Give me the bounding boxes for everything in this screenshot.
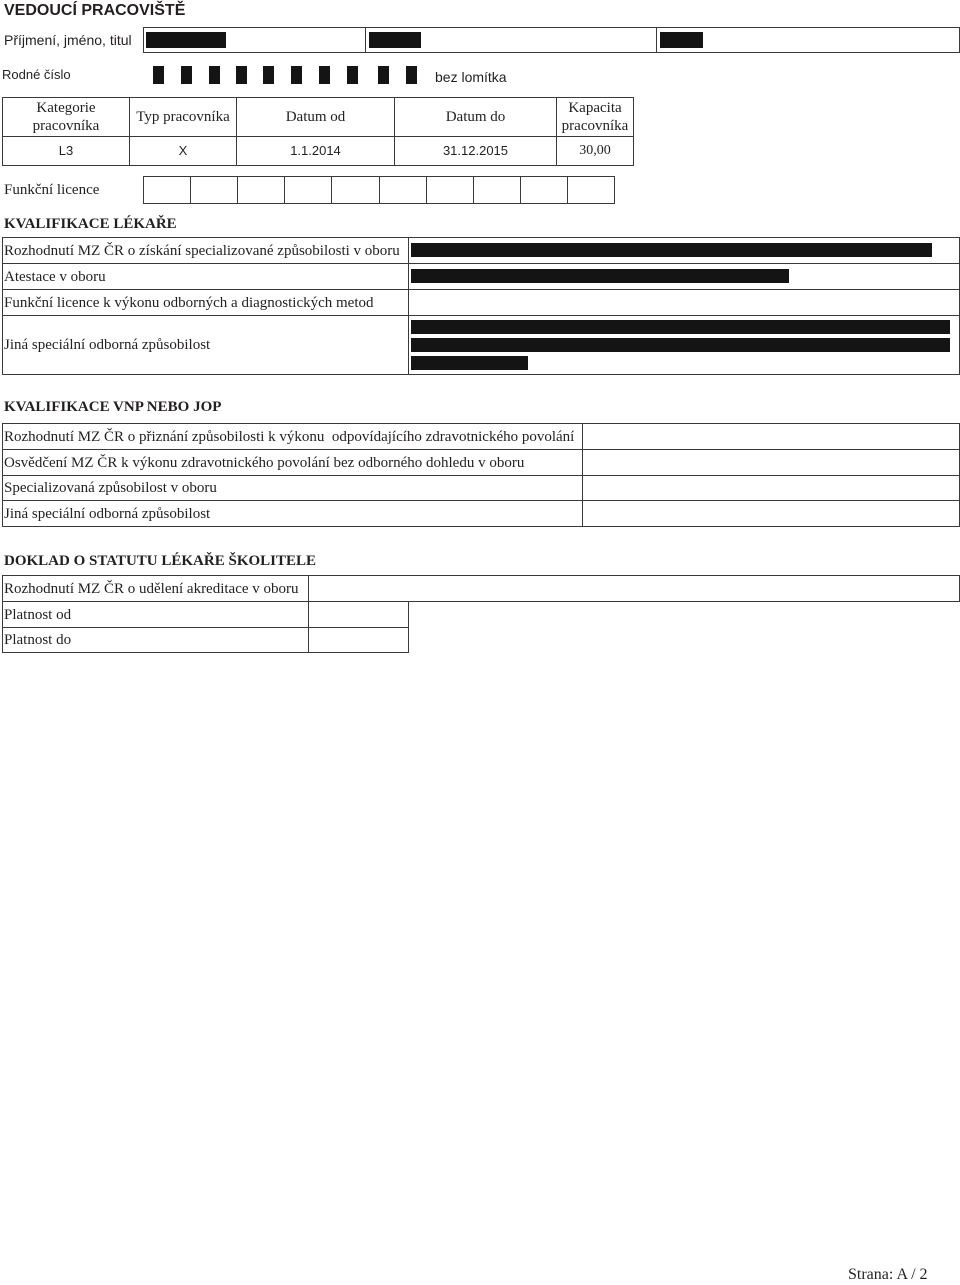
row-label: Rozhodnutí MZ ČR o získání specializované způsobilosti v oboru <box>4 242 400 259</box>
vnp-qualification-label <box>2 423 583 450</box>
birth-number-digit-box <box>181 66 192 84</box>
column-header: Kapacita pracovníka <box>561 100 629 134</box>
row-label: Jiná speciální odborná způsobilost <box>4 337 211 353</box>
birth-number-digit-box <box>378 66 389 84</box>
birth-number-note: bez lomítka <box>435 69 507 85</box>
row-label: Platnost do <box>4 632 72 648</box>
worker-table-header-category <box>2 97 130 137</box>
functional-license-box <box>379 176 427 204</box>
redacted-block <box>411 320 950 334</box>
birth-number-digit-box <box>319 66 330 84</box>
cell-value: 30,00 <box>579 143 611 158</box>
functional-license-box <box>567 176 615 204</box>
functional-license-box <box>331 176 380 204</box>
functional-license-box <box>143 176 191 204</box>
redacted-block <box>411 243 932 257</box>
row-label: Specializovaná způsobilost v oboru <box>4 480 217 496</box>
valid-from-label <box>2 601 309 628</box>
redacted-block <box>660 32 703 48</box>
worker-table-header-date-from <box>236 97 395 137</box>
row-label: Funkční licence k výkonu odborných a diagnostických metod <box>4 294 374 311</box>
column-header: Datum do <box>445 109 506 125</box>
row-label: Rozhodnutí MZ ČR o udělení akreditace v oboru <box>4 580 299 597</box>
birth-number-label: Rodné číslo <box>2 67 71 82</box>
cell-value: X <box>178 143 188 158</box>
physician-qualification-label <box>2 263 409 290</box>
page-number: Strana: A / 2 <box>848 1266 928 1283</box>
column-header: Kategorie pracovníka <box>32 100 100 134</box>
accreditation-value <box>308 575 960 602</box>
column-header: Typ pracovníka <box>136 109 230 125</box>
birth-number-digit-box <box>347 66 358 84</box>
section-title-physician-qualification: KVALIFIKACE LÉKAŘE <box>4 216 177 232</box>
functional-license-box <box>284 176 332 204</box>
worker-table-cell-date-from <box>236 136 395 166</box>
physician-qualification-label <box>2 289 409 316</box>
column-header: Datum od <box>285 109 346 125</box>
worker-table-header-date-to <box>394 97 557 137</box>
functional-license-box <box>190 176 238 204</box>
row-label: Jiná speciální odborná způsobilost <box>4 505 211 522</box>
section-title-trainer-status: DOKLAD O STATUTU LÉKAŘE ŠKOLITELE <box>4 553 317 569</box>
redacted-block <box>369 32 421 48</box>
vnp-qualification-value <box>582 449 960 476</box>
row-label: Osvědčení MZ ČR k výkonu zdravotnického povolání bez odborného dohledu v oboru <box>4 454 525 471</box>
vnp-qualification-value <box>582 423 960 450</box>
row-label: Atestace v oboru <box>4 268 106 285</box>
vnp-qualification-label <box>2 500 583 527</box>
cell-value: L3 <box>58 143 74 158</box>
physician-qualification-value <box>408 289 960 316</box>
physician-qualification-label <box>2 237 409 264</box>
functional-license-box <box>520 176 568 204</box>
redacted-block <box>411 356 528 370</box>
worker-table-header-capacity <box>556 97 634 137</box>
vnp-qualification-label <box>2 475 583 501</box>
birth-number-digit-box <box>236 66 247 84</box>
worker-table-cell-type <box>129 136 237 166</box>
birth-number-digit-box <box>406 66 417 84</box>
valid-to-label <box>2 627 309 653</box>
name-label: Příjmení, jméno, titul <box>4 32 132 48</box>
birth-number-digit-box <box>209 66 220 84</box>
functional-license-box <box>473 176 521 204</box>
birth-number-digit-box <box>263 66 274 84</box>
birth-number-digit-box <box>291 66 302 84</box>
redacted-block <box>411 338 950 352</box>
worker-table-cell-date-to <box>394 136 557 166</box>
valid-from-value <box>308 601 409 628</box>
vnp-qualification-label <box>2 449 583 476</box>
cell-value: 1.1.2014 <box>290 143 341 158</box>
worker-table-header-type <box>129 97 237 137</box>
vnp-qualification-value <box>582 475 960 501</box>
worker-table-cell-category <box>2 136 130 166</box>
functional-license-label: Funkční licence <box>4 182 100 198</box>
redacted-block <box>411 269 789 283</box>
redacted-block <box>146 32 226 48</box>
accreditation-label <box>2 575 309 602</box>
cell-value: 31.12.2015 <box>442 143 509 158</box>
row-label: Rozhodnutí MZ ČR o přiznání způsobilosti k výkonu odpovídajícího zdravotnického povolání <box>4 428 575 445</box>
physician-qualification-label <box>2 315 409 375</box>
section-title-head-workplace: VEDOUCÍ PRACOVIŠTĚ <box>4 2 186 19</box>
birth-number-digit-box <box>153 66 164 84</box>
functional-license-box <box>426 176 474 204</box>
row-label: Platnost od <box>4 606 72 623</box>
functional-license-box <box>237 176 285 204</box>
worker-table-cell-capacity <box>556 136 634 166</box>
vnp-qualification-value <box>582 500 960 527</box>
section-title-vnp-jop-qualification: KVALIFIKACE VNP NEBO JOP <box>4 399 222 415</box>
valid-to-value <box>308 627 409 653</box>
